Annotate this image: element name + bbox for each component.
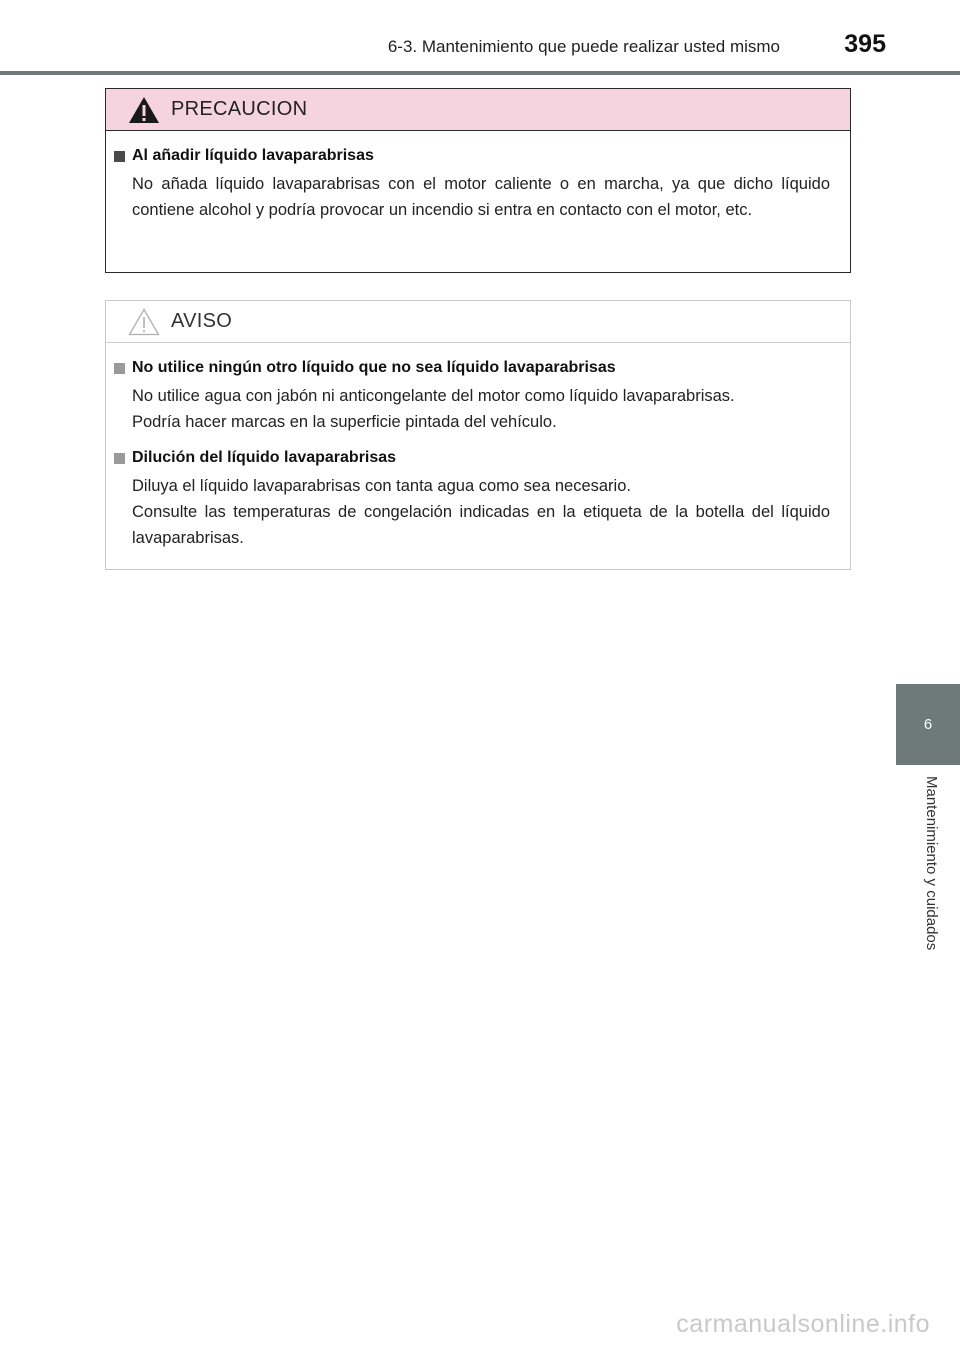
notice-item-heading <box>114 359 830 377</box>
caution-item-paragraph: No añada líquido lavaparabrisas con el motor caliente o en marcha, ya que dicho líquido contiene alcohol y podría provocar un incendio si entra en contacto con el motor, etc. <box>132 175 830 219</box>
chapter-tab[interactable] <box>896 684 960 765</box>
page-number: 395 <box>844 30 886 58</box>
header-rule <box>0 71 960 75</box>
notice-item-text <box>114 473 830 551</box>
caution-title-bar <box>106 89 850 131</box>
notice-item-heading-text: Dilución del líquido lavaparabrisas <box>132 449 397 466</box>
caution-item-text <box>114 171 830 223</box>
chapter-label: Mantenimiento y cuidados <box>923 776 940 951</box>
notice-title-bar <box>106 301 850 343</box>
caution-title: PRECAUCION <box>171 98 308 120</box>
square-bullet-icon <box>114 363 125 374</box>
caution-item-heading-text: Al añadir líquido lavaparabrisas <box>132 147 374 164</box>
notice-item-line: Diluya el líquido lavaparabrisas con tanta agua como sea necesario. <box>132 477 631 495</box>
notice-box <box>105 300 851 570</box>
notice-item-heading-text: No utilice ningún otro líquido que no sea líquido lavaparabrisas <box>132 359 616 376</box>
caution-item-heading <box>114 147 830 165</box>
caution-box <box>105 88 851 273</box>
watermark: carmanualsonline.info <box>676 1310 930 1338</box>
section-title: 6-3. Mantenimiento que puede realizar usted mismo <box>387 37 780 56</box>
warning-triangle-icon <box>127 307 161 337</box>
square-bullet-icon <box>114 453 125 464</box>
square-bullet-icon <box>114 151 125 162</box>
chapter-number: 6 <box>923 716 933 733</box>
notice-item-line: Consulte las temperaturas de congelación indicadas en la etiqueta de la botella del líquido lavaparabrisas. <box>132 503 830 547</box>
notice-item-line: No utilice agua con jabón ni anticongelante del motor como líquido lavaparabrisas. <box>132 387 735 405</box>
notice-item-line: Podría hacer marcas en la superficie pintada del vehículo. <box>132 413 557 431</box>
notice-title: AVISO <box>171 310 233 332</box>
warning-triangle-icon <box>127 95 161 125</box>
page-header <box>0 0 960 78</box>
notice-item-heading <box>114 449 830 467</box>
notice-item-text <box>114 383 830 435</box>
notice-body <box>106 343 850 551</box>
caution-body <box>106 131 850 223</box>
